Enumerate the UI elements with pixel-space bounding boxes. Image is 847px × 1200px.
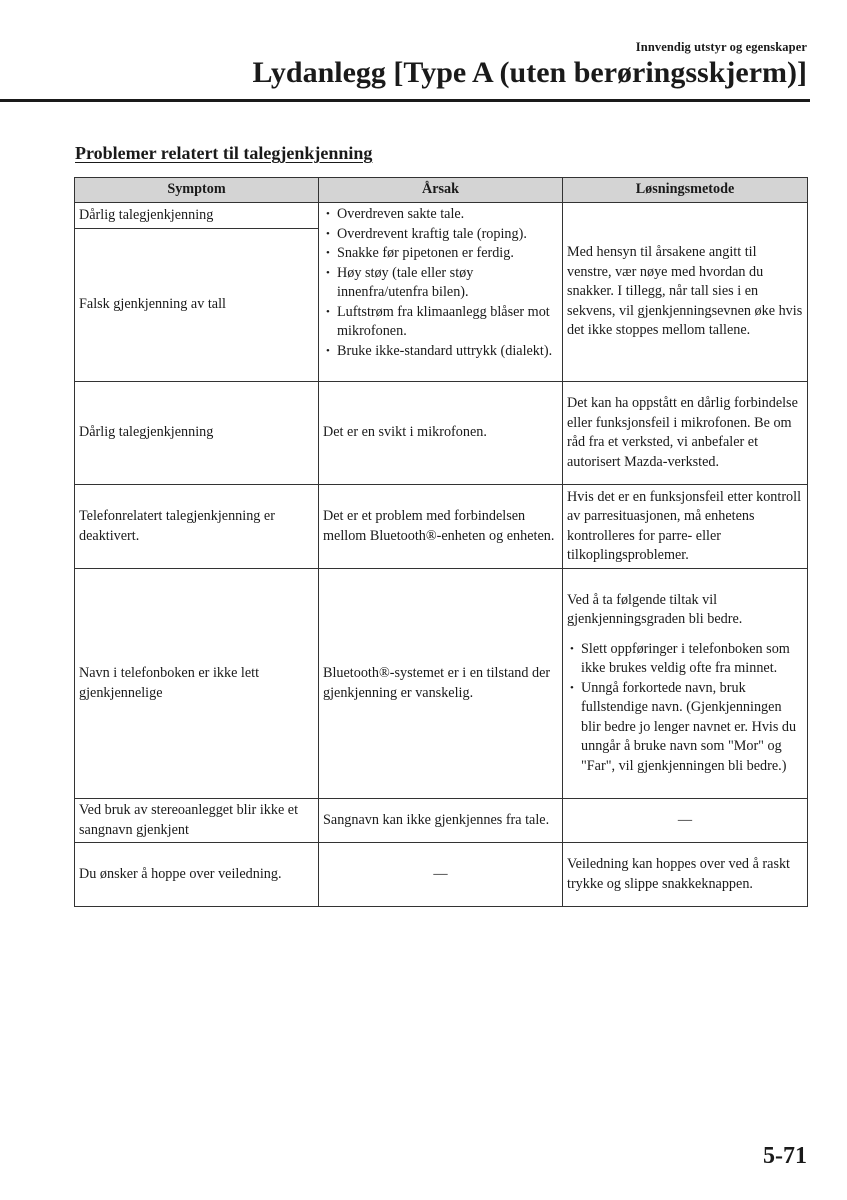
solution-cell: Det kan ha oppstått en dårlig forbindelse eller funksjonsfeil i mikrofonen. Be om råd fra et verksted, vi anbefaler et autorisert Mazda-verksted. — [563, 382, 808, 485]
table-row — [75, 843, 808, 907]
solution-list — [567, 640, 803, 777]
cause-cell: — — [319, 843, 563, 907]
solution-intro: Ved å ta følgende tiltak vil gjenkjenningsgraden bli bedre. — [567, 591, 743, 628]
list-item: • Høy støy (tale eller støy innenfra/utenfra bilen). — [323, 264, 558, 303]
cause-list — [323, 205, 558, 361]
section-label: Innvendig utstyr og egenskaper — [635, 40, 807, 54]
table-row — [75, 485, 808, 569]
symptom-cell: Telefonrelatert talegjenkjenning er deaktivert. — [75, 485, 319, 569]
cause-cell: Sangnavn kan ikke gjenkjennes fra tale. — [319, 799, 563, 843]
solution-cell: Veiledning kan hoppes over ved å raskt trykke og slippe snakkeknappen. — [563, 843, 808, 907]
symptom-cell: Dårlig talegjenkjenning — [75, 203, 319, 229]
solution-cell: — — [563, 799, 808, 843]
table-row — [75, 569, 808, 799]
list-item: • Overdreven sakte tale. — [323, 205, 558, 225]
cause-cell: Bluetooth®-systemet er i en tilstand der gjenkjenning er vanskelig. — [319, 569, 563, 799]
column-header-symptom: Symptom — [75, 178, 319, 203]
list-item: • Bruke ikke-standard uttrykk (dialekt). — [323, 342, 558, 362]
section-subheading: Problemer relatert til talegjenkjenning — [75, 143, 373, 163]
column-header-cause: Årsak — [319, 178, 563, 203]
symptom-cell: Ved bruk av stereoanlegget blir ikke et sangnavn gjenkjent — [75, 799, 319, 843]
list-item: • Unngå forkortede navn, bruk fullstendige navn. (Gjenkjenningen blir bedre jo lenger navnet er. Hvis du unngår å bruke navn som "Mor" og "Far", vil gjenkjenningen bli bedre.) — [567, 679, 803, 777]
table-row — [75, 799, 808, 843]
page-title: Lydanlegg [Type A (uten berøringsskjerm)] — [252, 56, 807, 89]
table-row — [75, 203, 808, 229]
table-header-row — [75, 178, 808, 203]
symptom-cell: Navn i telefonboken er ikke lett gjenkjennelige — [75, 569, 319, 799]
table-row — [75, 382, 808, 485]
cause-cell: Det er et problem med forbindelsen mellom Bluetooth®-enheten og enheten. — [319, 485, 563, 569]
cause-cell — [319, 203, 563, 382]
solution-cell: Hvis det er en funksjonsfeil etter kontroll av parresituasjonen, må enhetens kontrolleres for parre- eller tilkoplingsproblemer. — [563, 485, 808, 569]
list-item: • Slett oppføringer i telefonboken som ikke brukes veldig ofte fra minnet. — [567, 640, 803, 679]
list-item: • Luftstrøm fra klimaanlegg blåser mot mikrofonen. — [323, 303, 558, 342]
list-item: • Overdrevent kraftig tale (roping). — [323, 225, 558, 245]
list-item: • Snakke før pipetonen er ferdig. — [323, 244, 558, 264]
symptom-cell: Dårlig talegjenkjenning — [75, 382, 319, 485]
symptom-cell: Falsk gjenkjenning av tall — [75, 229, 319, 382]
title-divider — [0, 99, 810, 102]
solution-cell — [563, 569, 808, 799]
troubleshooting-table — [74, 177, 808, 907]
symptom-cell: Du ønsker å hoppe over veiledning. — [75, 843, 319, 907]
solution-cell: Med hensyn til årsakene angitt til venstre, vær nøye med hvordan du snakker. I tillegg, når tall sies i en sekvens, vil gjenkjenningsevnen øke hvis det ikke stoppes mellom tallene. — [563, 203, 808, 382]
page-number: 5-71 — [763, 1143, 807, 1169]
column-header-solution: Løsningsmetode — [563, 178, 808, 203]
cause-cell: Det er en svikt i mikrofonen. — [319, 382, 563, 485]
